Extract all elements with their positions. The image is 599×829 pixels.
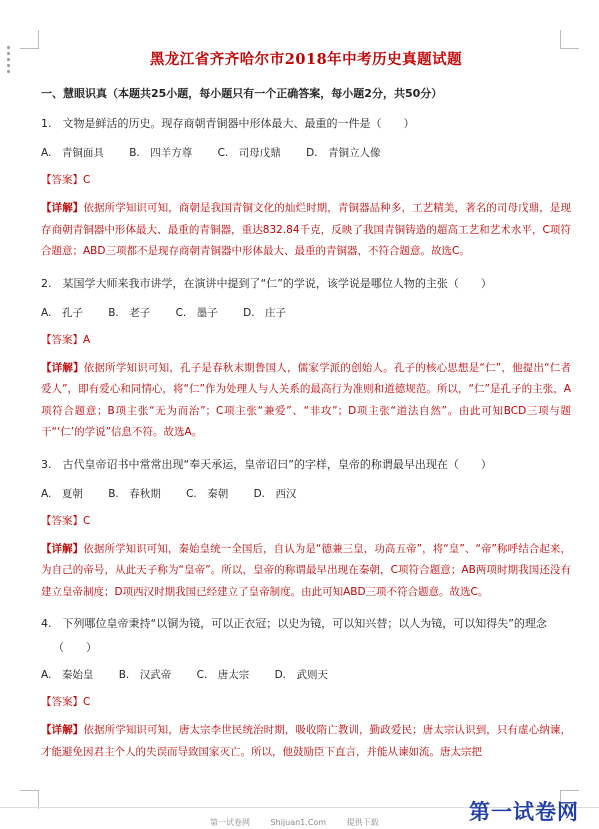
crop-mark-top-left (20, 30, 39, 49)
option: A. 孔子 (41, 306, 83, 319)
option: A. 夏朝 (41, 487, 83, 500)
footer-note: 提供下载 (346, 818, 379, 827)
explanation-text: 依据所学知识可知，唐太宗李世民统治时期，吸收隋亡教训，勤政爱民；唐太宗认识到，只有虚心纳谏，才能避免因君主个人的失误而导致国家灭亡。所以，他鼓励臣下直言，并能从谏如流。唐太宗把 (41, 724, 572, 758)
explanation (41, 358, 571, 444)
answer-label: 【答案】A (41, 333, 91, 346)
explanation (41, 539, 571, 604)
question-3 (41, 456, 571, 604)
section-heading: 一、慧眼识真（本题共25小题，每小题只有一个正确答案，每小题2分，共50分） (41, 87, 443, 100)
question-stem: 3. 古代皇帝诏书中常常出现“奉天承运，皇帝诏曰”的字样，皇帝的称谓最早出现在（ ） (41, 457, 492, 471)
explanation-text: 依据所学知识可知，秦始皇统一全国后，自认为是“德兼三皇，功高五帝”，将“皇”、“帝”称呼结合起来，为自己的帝号，从此天子称为“皇帝”。所以，皇帝的称谓最早出现在秦朝，C项符合题意；AB两项时期我国还没有建立皇帝制度；D项西汉时期我国已经建立了皇帝制度。由此可知ABD三项不符合题意。故选C。 (41, 542, 571, 598)
option: C. 墨子 (175, 306, 218, 319)
page-title: 黑龙江省齐齐哈尔市2018年中考历史真题试题 (149, 51, 463, 68)
option: D. 庄子 (243, 306, 287, 319)
answer-blank: （ ） (53, 641, 97, 654)
question-options (41, 145, 571, 160)
option: B. 汉武帝 (118, 669, 172, 681)
explanation-tag: 【详解】 (41, 202, 84, 214)
answer-label: 【答案】C (41, 514, 91, 527)
option: B. 四羊方尊 (129, 147, 193, 159)
option: C. 秦朝 (186, 487, 229, 500)
brand-logo: 第一试卷网 (469, 799, 579, 824)
explanation-text: 依据所学知识可知，商朝是我国青铜文化的灿烂时期，青铜器品种多，工艺精美，著名的司母戊鼎，是现存商朝青铜器中形体最大、最重的青铜器，重达832.84千克，反映了我国青铜铸造的超高工艺和艺术水平，C项符合题意；ABD三项都不是现存商朝青铜器中形体最大、最重的青铜器，不符合题意。故选C。 (41, 202, 572, 257)
answer-label: 【答案】C (41, 174, 91, 186)
question-options (41, 305, 571, 320)
page-handle-icon[interactable] (6, 46, 12, 76)
question-4 (41, 615, 571, 763)
footer-domain[interactable]: Shijuan1.Com (270, 818, 327, 827)
footer-site-name: 第一试卷网 (210, 818, 250, 827)
option: D. 武则天 (274, 669, 329, 681)
explanation-tag: 【详解】 (41, 361, 84, 374)
explanation (41, 198, 571, 263)
explanation-text: 依据所学知识可知，孔子是春秋末期鲁国人，儒家学派的创始人。孔子的核心思想是“仁”，他提出“仁者爱人”，即有爱心和同情心，将“仁”作为处理人与人关系的最高行为准则和道德规范。所以，“仁”是孔子的主张，A项符合题意；B项主张“无为而治”；C项主张“兼爱”、“非攻”；D项主张“道法自然”。由此可知BCD三项与题干“‘仁’的学说”信息不符。故选A。 (41, 361, 571, 438)
document-page (41, 48, 571, 775)
question-stem: 4. 下列哪位皇帝秉持“以铜为镜，可以正衣冠；以史为镜，可以知兴替；以人为镜，可以知得失”的理念 (41, 617, 547, 630)
option: A. 青铜面具 (41, 147, 104, 159)
question-2 (41, 275, 571, 444)
answer-label: 【答案】C (41, 696, 91, 708)
question-options (41, 667, 571, 682)
question-options (41, 486, 571, 501)
option: C. 司母戊鼎 (217, 147, 281, 159)
crop-mark-top-right (560, 30, 579, 49)
option: B. 老子 (108, 306, 151, 319)
option: A. 秦始皇 (41, 669, 94, 681)
option: D. 青铜立人像 (306, 147, 381, 159)
footer (210, 817, 397, 828)
option: B. 春秋期 (108, 487, 161, 500)
question-1 (41, 115, 571, 263)
question-stem: 1. 文物是鲜活的历史。现存商朝青铜器中形体最大、最重的一件是（ ） (41, 117, 415, 130)
explanation-tag: 【详解】 (41, 542, 84, 555)
question-stem: 2. 某国学大师来我市讲学，在演讲中提到了“仁”的学说，该学说是哪位人物的主张（ ） (41, 276, 492, 290)
option: D. 西汉 (253, 487, 297, 500)
explanation (41, 720, 571, 763)
explanation-tag: 【详解】 (41, 724, 84, 736)
option: C. 唐太宗 (196, 669, 250, 681)
